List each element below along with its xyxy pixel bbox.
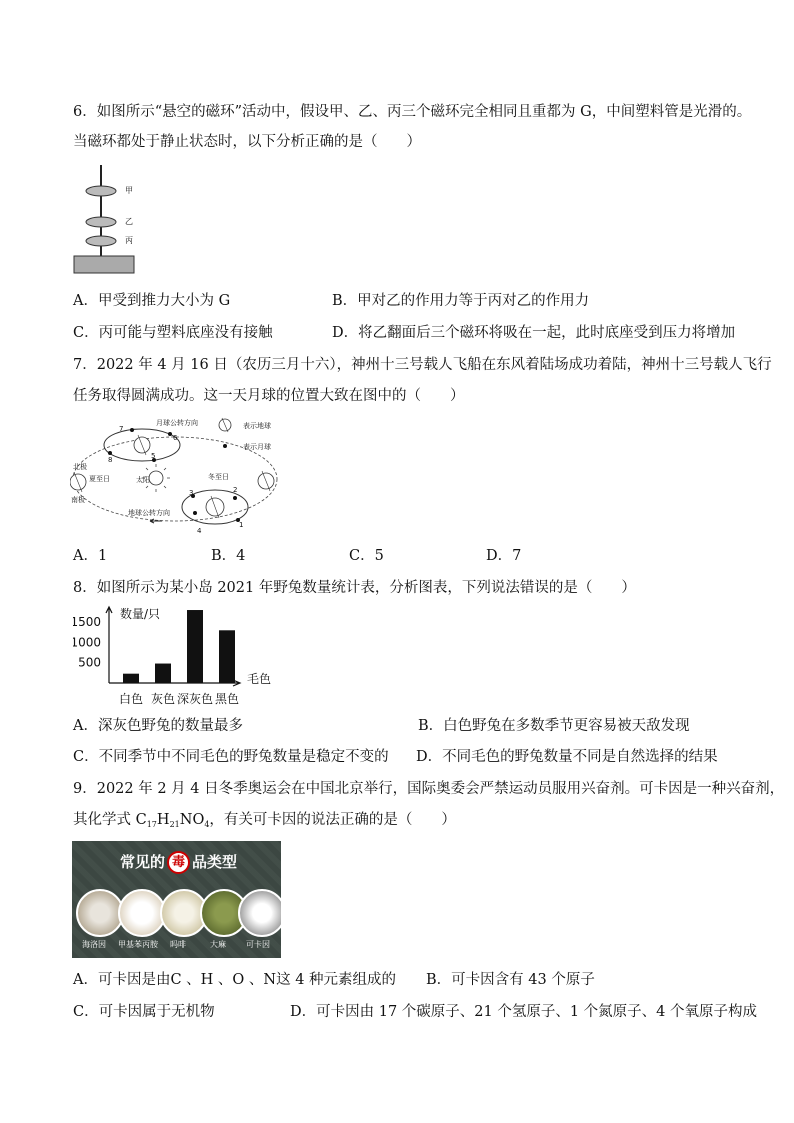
label-yi: 乙 xyxy=(125,217,133,226)
heroin-photo-icon xyxy=(76,889,124,937)
q7-option-c: C．5 xyxy=(349,548,384,564)
q6-stem-line1: 6．如图所示“悬空的磁环”活动中，假设甲、乙、丙三个磁环完全相同且重都为 G，中间塑料管是光滑的。 xyxy=(73,104,752,120)
caption-meth: 甲基苯丙胺 xyxy=(118,940,158,949)
q8-option-c: C．不同季节中不同毛色的野兔数量是稳定不变的 xyxy=(73,749,389,765)
q8-option-d: D．不同毛色的野兔数量不同是自然选择的结果 xyxy=(416,749,718,765)
y-tick-label-1000: 1000 xyxy=(73,635,101,650)
rabbit-bar-chart xyxy=(73,605,283,710)
num-2: 2 xyxy=(233,486,238,494)
num-7: 7 xyxy=(119,425,124,433)
legend-moon: 表示月球 xyxy=(243,443,271,451)
q6-figure xyxy=(73,165,153,275)
magnet-rings-diagram xyxy=(73,165,153,275)
q7-stem-line1: 7．2022 年 4 月 16 日（农历三月十六），神州十三号载人飞船在东风着陆场成功着陆，神州十三号载人飞行 xyxy=(73,357,772,373)
rabbit-chart xyxy=(73,605,283,710)
q7-orbit-figure xyxy=(70,415,285,535)
label-summer-solstice: 夏至日 xyxy=(89,475,110,483)
q7-option-a: A．1 xyxy=(73,548,108,564)
q6-option-c: C．丙可能与塑料底座没有接触 xyxy=(73,325,273,341)
drug-types-banner xyxy=(72,841,281,958)
x-tick-label-白色: 白色 xyxy=(118,692,144,706)
label-south-pole: 南极 xyxy=(71,496,85,504)
q6-option-d: D．将乙翻面后三个磁环将吸在一起，此时底座受到压力将增加 xyxy=(332,325,736,341)
q7-option-b: B．4 xyxy=(211,548,246,564)
num-3: 3 xyxy=(189,489,194,497)
label-north-pole: 北极 xyxy=(73,463,87,471)
label-moon-orbit-direction: 月球公转方向 xyxy=(156,419,198,427)
q8-stem: 8．如图所示为某小岛 2021 年野兔数量统计表，分析图表，下列说法错误的是（ ） xyxy=(73,580,636,596)
caption-morphine: 吗啡 xyxy=(170,940,186,949)
q6-stem-line2: 当磁环都处于静止状态时，以下分析正确的是（ ） xyxy=(73,134,421,150)
q8-option-b: B．白色野兔在多数季节更容易被天敌发现 xyxy=(418,718,690,734)
num-4: 4 xyxy=(197,527,202,535)
num-6: 6 xyxy=(173,434,178,442)
legend-earth: 表示地球 xyxy=(243,422,271,430)
q9-stem-line2: 其化学式 $C_{17}H_{21}NO_4$，有关可卡因的说法正确的是（ ） xyxy=(73,812,456,829)
x-tick-label-灰色: 灰色 xyxy=(150,692,176,706)
num-1: 1 xyxy=(239,521,244,529)
label-winter-solstice: 冬至日 xyxy=(208,473,229,481)
q9-option-b: B．可卡因含有 43 个原子 xyxy=(426,972,595,988)
label-sun: 太阳 xyxy=(136,476,150,484)
q9-option-d: D．可卡因由 17 个碳原子、21 个氢原子、1 个氮原子、4 个氧原子构成 xyxy=(290,1004,758,1020)
bar-灰色 xyxy=(155,664,171,683)
q9-option-c: C．可卡因属于无机物 xyxy=(73,1004,215,1020)
label-jia: 甲 xyxy=(125,186,133,195)
num-8: 8 xyxy=(108,456,113,464)
q9-stem-line1: 9．2022 年 2 月 4 日冬季奥运会在中国北京举行，国际奥委会严禁运动员服用兴奋剂。可卡因是一种兴奋剂， xyxy=(73,781,785,797)
label-bing: 丙 xyxy=(125,236,133,245)
x-axis-title: 毛色 xyxy=(247,672,272,686)
num-5: 5 xyxy=(151,452,156,460)
q8-option-a: A．深灰色野兔的数量最多 xyxy=(73,718,243,734)
label-earth-orbit-direction: 地球公转方向 xyxy=(128,509,170,517)
q6-option-a: A．甲受到推力大小为 G xyxy=(73,293,231,309)
poison-mark-icon: 毒 xyxy=(167,851,190,874)
bar-白色 xyxy=(123,674,139,683)
caption-heroin: 海洛因 xyxy=(82,940,106,949)
x-tick-label-黑色: 黑色 xyxy=(214,692,240,706)
cocaine-photo-icon xyxy=(238,889,281,937)
y-tick-label-500: 500 xyxy=(78,655,101,670)
q7-stem-line2: 任务取得圆满成功。这一天月球的位置大致在图中的（ ） xyxy=(73,388,465,404)
x-tick-label-深灰色: 深灰色 xyxy=(176,692,214,706)
caption-cocaine: 可卡因 xyxy=(246,940,270,949)
banner-title: 常见的 毒 品类型 xyxy=(120,851,237,874)
bar-黑色 xyxy=(219,630,235,683)
meth-photo-icon xyxy=(118,889,166,937)
bar-深灰色 xyxy=(187,610,203,683)
q6-option-b: B．甲对乙的作用力等于丙对乙的作用力 xyxy=(332,293,590,309)
y-axis-title: 数量/只 xyxy=(120,607,161,621)
y-tick-label-1500: 1500 xyxy=(73,615,101,630)
q7-option-d: D．7 xyxy=(486,548,522,564)
caption-marijuana: 大麻 xyxy=(210,940,226,949)
q9-option-a: A．可卡因是由C 、H 、O 、N这 4 种元素组成的 xyxy=(73,972,397,988)
